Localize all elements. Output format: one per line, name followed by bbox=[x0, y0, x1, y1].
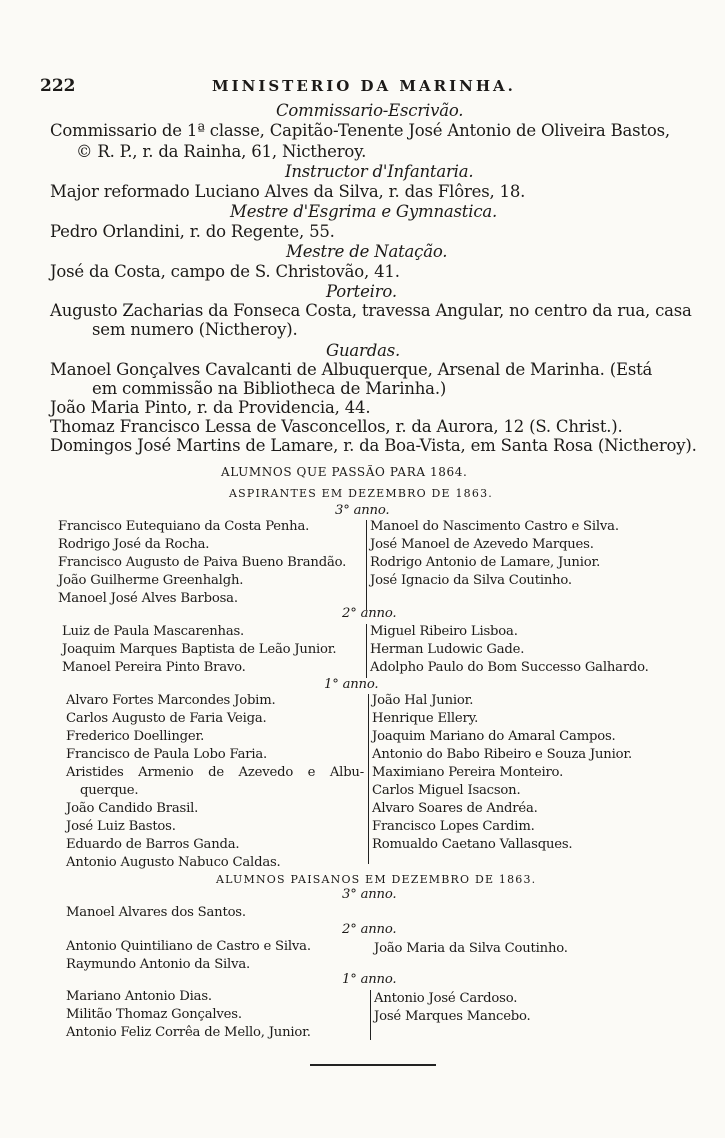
student-name: Manoel José Alves Barbosa. bbox=[58, 591, 238, 606]
student-name: Maximiano Pereira Monteiro. bbox=[372, 765, 564, 780]
staff-entry: Commissario de 1ª classe, Capitão-Tenente José Antonio de Oliveira Bastos, bbox=[50, 121, 670, 140]
student-name: José Luiz Bastos. bbox=[66, 819, 176, 834]
student-name: João Hal Junior. bbox=[372, 693, 474, 708]
staff-entry: Thomaz Francisco Lessa de Vasconcellos, r. da Aurora, 12 (S. Christ.). bbox=[50, 417, 623, 436]
paisanos-title: ALUMNOS PAISANOS EM DEZEMBRO DE 1863. bbox=[216, 873, 537, 886]
section-rule bbox=[310, 1064, 436, 1066]
staff-entry: Augusto Zacharias da Fonseca Costa, travessa Angular, no centro da rua, casa bbox=[50, 301, 692, 320]
student-name: Rodrigo Antonio de Lamare, Junior. bbox=[370, 555, 601, 570]
staff-entry: em commissão na Bibliotheca de Marinha.) bbox=[92, 379, 447, 398]
student-name: Frederico Doellinger. bbox=[66, 729, 205, 744]
student-name: Francisco Augusto de Paiva Bueno Brandão. bbox=[58, 555, 347, 570]
column-divider bbox=[366, 520, 367, 610]
staff-entry: © R. P., r. da Rainha, 61, Nictheroy. bbox=[76, 142, 367, 161]
student-name: Francisco de Paula Lobo Faria. bbox=[66, 747, 268, 762]
year-label: 2° anno. bbox=[342, 922, 397, 937]
student-name: Antonio do Babo Ribeiro e Souza Junior. bbox=[372, 747, 632, 762]
student-name: Carlos Miguel Isacson. bbox=[372, 783, 521, 798]
student-name: Rodrigo José da Rocha. bbox=[58, 537, 210, 552]
student-name: Herman Ludowic Gade. bbox=[370, 642, 525, 657]
student-name: Henrique Ellery. bbox=[372, 711, 479, 726]
student-name: Manoel Alvares dos Santos. bbox=[66, 905, 246, 920]
student-name: João Guilherme Greenhalgh. bbox=[58, 573, 244, 588]
student-name: Miguel Ribeiro Lisboa. bbox=[370, 624, 518, 639]
aspirantes-title: ASPIRANTES EM DEZEMBRO DE 1863. bbox=[229, 487, 493, 500]
student-name: Antonio Quintiliano de Castro e Silva. bbox=[66, 939, 311, 954]
student-name: Joaquim Mariano do Amaral Campos. bbox=[372, 729, 616, 744]
student-name: Alvaro Soares de Andréa. bbox=[372, 801, 538, 816]
staff-entry: Manoel Gonçalves Cavalcanti de Albuquerque, Arsenal de Marinha. (Está bbox=[50, 360, 653, 379]
staff-entry: sem numero (Nictheroy). bbox=[92, 320, 298, 339]
student-name: Luiz de Paula Mascarenhas. bbox=[62, 624, 245, 639]
staff-entry: João Maria Pinto, r. da Providencia, 44. bbox=[50, 398, 371, 417]
staff-entry: Domingos José Martins de Lamare, r. da Boa-Vista, em Santa Rosa (Nictheroy). bbox=[50, 436, 697, 455]
student-name: José Ignacio da Silva Coutinho. bbox=[370, 573, 572, 588]
student-name: João Maria da Silva Coutinho. bbox=[374, 941, 568, 956]
role-guardas: Guardas. bbox=[326, 341, 401, 360]
staff-entry: Major reformado Luciano Alves da Silva, r. das Flôres, 18. bbox=[50, 182, 526, 201]
role-esgrima: Mestre d'Esgrima e Gymnastica. bbox=[230, 202, 498, 221]
student-name: Eduardo de Barros Ganda. bbox=[66, 837, 240, 852]
column-divider bbox=[370, 990, 371, 1040]
student-name: Aristides Armenio de Azevedo e Albu- bbox=[66, 765, 364, 780]
year-label: 1° anno. bbox=[342, 972, 397, 987]
student-name: Mariano Antonio Dias. bbox=[66, 989, 212, 1004]
student-name: Francisco Eutequiano da Costa Penha. bbox=[58, 519, 310, 534]
student-name: Joaquim Marques Baptista de Leão Junior. bbox=[62, 642, 337, 657]
page-number: 222 bbox=[40, 76, 76, 96]
student-name: Alvaro Fortes Marcondes Jobim. bbox=[66, 693, 276, 708]
role-porteiro: Porteiro. bbox=[326, 282, 397, 301]
year-label: 3° anno. bbox=[342, 887, 397, 902]
staff-entry: José da Costa, campo de S. Christovão, 41. bbox=[50, 262, 400, 281]
role-natacao: Mestre de Natação. bbox=[286, 242, 448, 261]
student-name: Carlos Augusto de Faria Veiga. bbox=[66, 711, 267, 726]
column-divider bbox=[368, 694, 369, 864]
column-divider bbox=[366, 624, 367, 678]
student-name: Antonio José Cardoso. bbox=[374, 991, 518, 1006]
student-name: Francisco Lopes Cardim. bbox=[372, 819, 535, 834]
alumnos-title: ALUMNOS QUE PASSÃO PARA 1864. bbox=[221, 465, 468, 479]
student-name: José Marques Mancebo. bbox=[374, 1009, 531, 1024]
student-name: Militão Thomaz Gonçalves. bbox=[66, 1007, 242, 1022]
staff-entry: Pedro Orlandini, r. do Regente, 55. bbox=[50, 222, 335, 241]
year-label: 1° anno. bbox=[324, 677, 379, 692]
student-name: querque. bbox=[80, 783, 139, 798]
student-name: Antonio Augusto Nabuco Caldas. bbox=[66, 855, 281, 870]
year-label: 2° anno. bbox=[342, 606, 397, 621]
year-label: 3° anno. bbox=[335, 503, 390, 518]
student-name: Antonio Feliz Corrêa de Mello, Junior. bbox=[66, 1025, 311, 1040]
page-title: MINISTERIO DA MARINHA. bbox=[212, 77, 516, 95]
student-name: Adolpho Paulo do Bom Successo Galhardo. bbox=[370, 660, 649, 675]
student-name: José Manoel de Azevedo Marques. bbox=[370, 537, 594, 552]
student-name: Manoel Pereira Pinto Bravo. bbox=[62, 660, 246, 675]
student-name: Raymundo Antonio da Silva. bbox=[66, 957, 250, 972]
student-name: Manoel do Nascimento Castro e Silva. bbox=[370, 519, 619, 534]
student-name: Romualdo Caetano Vallasques. bbox=[372, 837, 573, 852]
student-name: João Candido Brasil. bbox=[66, 801, 199, 816]
role-commissario: Commissario-Escrivão. bbox=[276, 101, 464, 120]
role-instructor: Instructor d'Infantaria. bbox=[285, 162, 474, 181]
